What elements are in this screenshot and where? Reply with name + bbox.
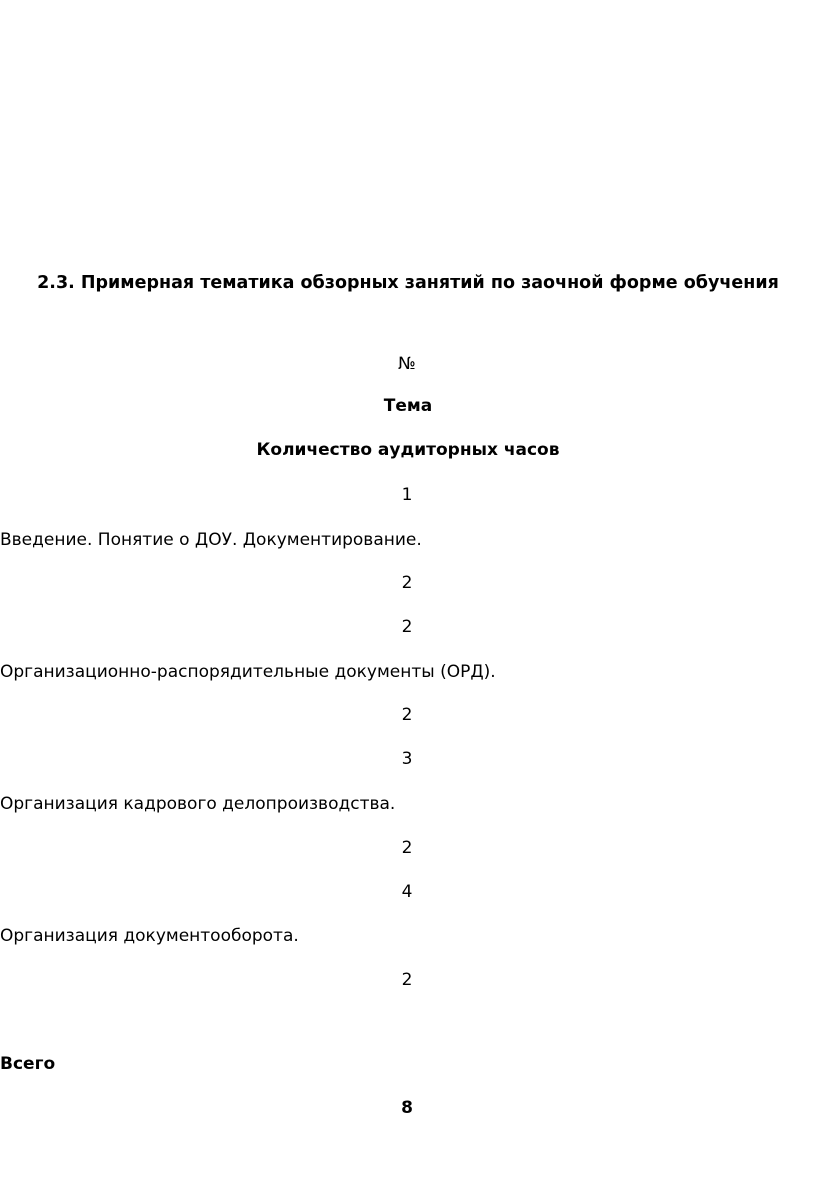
section-heading: 2.3. Примерная тематика обзорных занятий по заочной форме обучения <box>37 273 779 293</box>
row-4-hours: 2 <box>401 970 413 990</box>
row-3-hours: 2 <box>401 838 413 858</box>
row-2-hours: 2 <box>401 705 413 725</box>
row-4-topic: Организация документооборота. <box>0 926 299 946</box>
row-1-hours: 2 <box>401 573 413 593</box>
header-hours: Количество аудиторных часов <box>256 440 560 460</box>
total-label: Всего <box>0 1054 56 1074</box>
header-number: № <box>398 354 416 374</box>
row-3-topic: Организация кадрового делопроизводства. <box>0 794 396 814</box>
row-3-number: 3 <box>401 749 413 769</box>
header-topic: Тема <box>383 396 433 416</box>
row-4-number: 4 <box>401 882 413 902</box>
row-1-topic: Введение. Понятие о ДОУ. Документирование. <box>0 530 422 550</box>
row-1-number: 1 <box>401 485 413 505</box>
row-2-number: 2 <box>401 617 413 637</box>
total-hours: 8 <box>401 1098 413 1118</box>
row-2-topic: Организационно-распорядительные документы (ОРД). <box>0 662 496 682</box>
